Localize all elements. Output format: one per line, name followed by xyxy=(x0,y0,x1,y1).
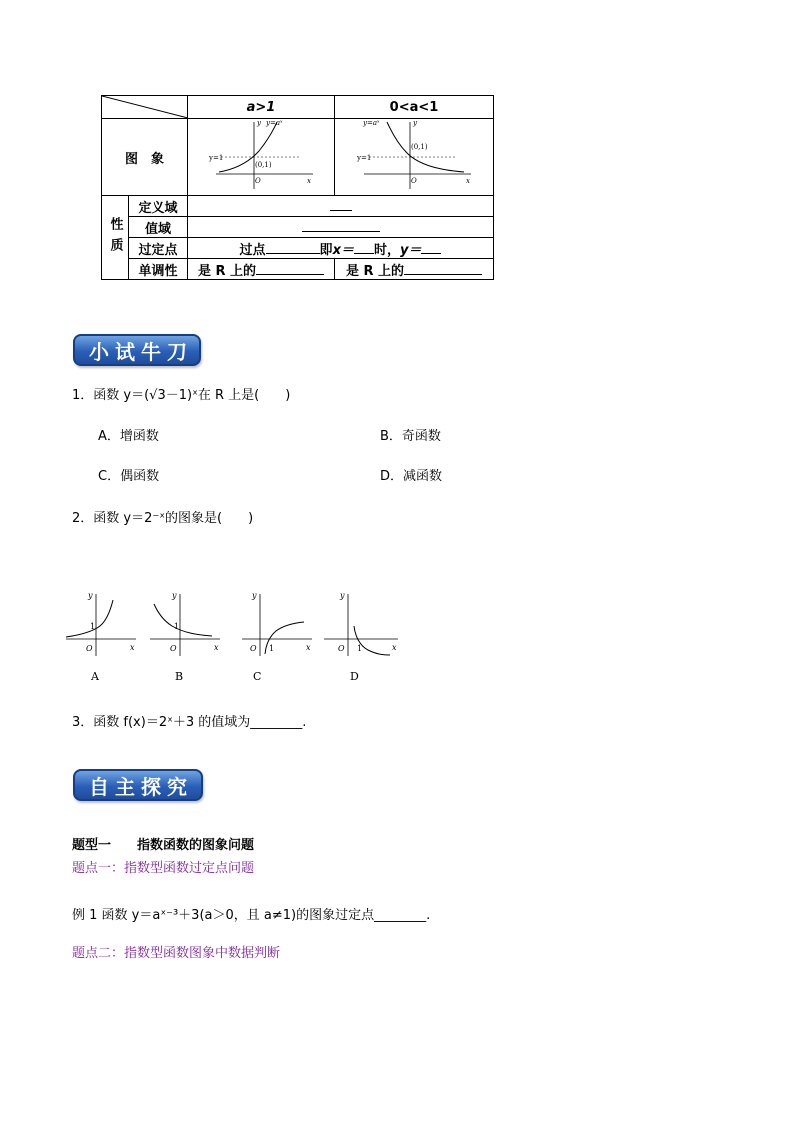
svg-text:O: O xyxy=(86,644,93,653)
monotonic-right-cell xyxy=(335,259,494,280)
svg-text:x: x xyxy=(306,643,311,652)
svg-text:1: 1 xyxy=(357,644,363,653)
svg-text:O: O xyxy=(255,177,261,185)
q2-graph-b[interactable] xyxy=(146,588,226,660)
banner-practice: 小试牛刀 xyxy=(73,334,201,366)
monotonic-left-text: 是 R 上的 xyxy=(197,263,257,279)
monotonic-left-cell xyxy=(188,259,335,280)
svg-text:O: O xyxy=(411,177,417,185)
banner-explore: 自主探究 xyxy=(73,769,203,801)
graph-0-lt-a-lt-1 xyxy=(335,119,494,196)
q2-graph-d[interactable] xyxy=(320,588,404,660)
properties-label: 性质 xyxy=(102,196,129,280)
svg-text:x: x xyxy=(130,643,135,652)
svg-text:y: y xyxy=(413,119,417,127)
q2-label-c: C xyxy=(253,670,262,683)
fixed-point-x-blank[interactable] xyxy=(354,241,374,254)
domain-label: 定义域 xyxy=(129,196,188,217)
q2-graph-c[interactable] xyxy=(238,588,318,660)
svg-text:x: x xyxy=(214,643,219,652)
svg-text:O: O xyxy=(250,644,257,653)
q1-option-c[interactable]: C．偶函数 xyxy=(98,469,160,484)
point2-title: 题点二：指数型函数图象中数据判断 xyxy=(72,946,281,961)
fixed-point-text-4: 时， xyxy=(373,242,400,258)
q1-stem: 1．函数 y＝(√3－1)ˣ在 R 上是( ) xyxy=(72,388,291,403)
decreasing-exponential-graph xyxy=(349,119,479,191)
fixed-point-label: 过定点 xyxy=(129,238,188,259)
svg-text:y=aˣ: y=aˣ xyxy=(363,119,380,127)
svg-text:1: 1 xyxy=(174,622,180,631)
fixed-point-y: y＝ xyxy=(399,242,422,258)
svg-text:(0,1): (0,1) xyxy=(255,161,272,169)
range-label: 值域 xyxy=(129,217,188,238)
monotonic-left-blank[interactable] xyxy=(256,262,324,275)
increasing-exponential-graph xyxy=(201,119,321,191)
fixed-point-text-1: 过点 xyxy=(239,242,266,258)
q1-option-b[interactable]: B．奇函数 xyxy=(380,429,441,444)
q2-label-b: B xyxy=(175,670,184,683)
svg-text:y: y xyxy=(172,591,177,600)
fixed-point-cell xyxy=(188,238,494,259)
svg-text:y: y xyxy=(252,591,257,600)
fixed-point-y-blank[interactable] xyxy=(421,241,441,254)
svg-text:x: x xyxy=(392,643,397,652)
domain-blank-cell xyxy=(188,196,494,217)
q2-graph-a[interactable] xyxy=(62,588,142,660)
type-title: 题型一 指数函数的图象问题 xyxy=(72,838,255,853)
header-a-gt-1: a>1 xyxy=(188,96,335,119)
svg-text:(0,1): (0,1) xyxy=(411,143,428,151)
fixed-point-text-2: 即 xyxy=(319,242,333,258)
q2-label-d: D xyxy=(350,670,359,683)
q2-label-a: A xyxy=(91,670,99,683)
svg-text:y=1: y=1 xyxy=(209,154,224,162)
graph-row-label: 图 象 xyxy=(102,119,188,196)
monotonic-label: 单调性 xyxy=(129,259,188,280)
svg-text:y: y xyxy=(257,119,261,127)
q3-stem: 3．函数 f(x)＝2ˣ＋3 的值域为________. xyxy=(72,715,307,730)
range-blank[interactable] xyxy=(302,219,380,232)
fixed-point-x: x＝ xyxy=(332,242,354,258)
example1-text: 例 1 函数 y＝aˣ⁻³＋3(a＞0，且 a≠1)的图象过定点________. xyxy=(72,908,431,923)
svg-text:y: y xyxy=(88,591,93,600)
svg-text:y=1: y=1 xyxy=(357,154,372,162)
range-blank-cell xyxy=(188,217,494,238)
monotonic-right-text: 是 R 上的 xyxy=(345,263,405,279)
domain-blank[interactable] xyxy=(330,198,352,211)
svg-text:x: x xyxy=(466,177,470,185)
monotonic-right-blank[interactable] xyxy=(404,262,482,275)
svg-text:y=aˣ: y=aˣ xyxy=(266,119,283,127)
q1-option-d[interactable]: D．减函数 xyxy=(380,469,443,484)
header-0-lt-a-lt-1: 0<a<1 xyxy=(335,96,494,119)
q2-stem: 2．函数 y＝2⁻ˣ的图象是( ) xyxy=(72,511,254,526)
point1-title: 题点一：指数型函数过定点问题 xyxy=(72,861,255,876)
svg-text:1: 1 xyxy=(90,622,96,631)
svg-text:O: O xyxy=(170,644,177,653)
diagonal-line xyxy=(102,96,188,118)
svg-text:O: O xyxy=(338,644,345,653)
svg-text:1: 1 xyxy=(269,644,275,653)
svg-text:x: x xyxy=(307,177,311,185)
svg-text:y: y xyxy=(340,591,345,600)
exponential-properties-table xyxy=(101,95,494,280)
fixed-point-blank[interactable] xyxy=(266,241,320,254)
graph-a-gt-1 xyxy=(188,119,335,196)
q1-option-a[interactable]: A．增函数 xyxy=(98,429,159,444)
diagonal-header-cell xyxy=(102,96,188,119)
